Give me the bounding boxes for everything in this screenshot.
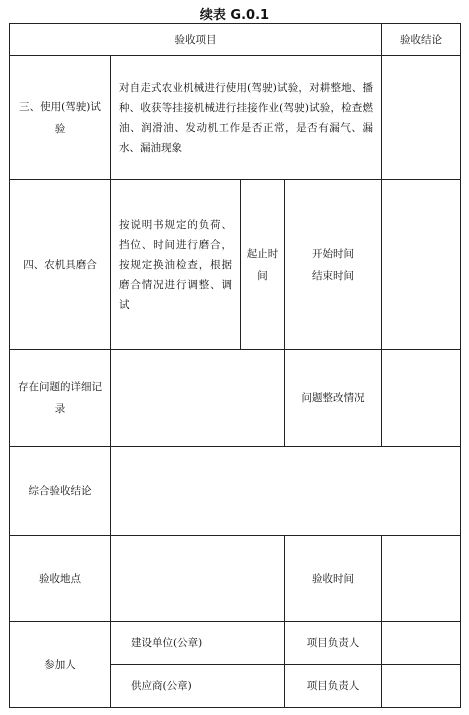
run-in-content: 按说明书规定的负荷、挡位、时间进行磨合，按规定换油检查，根据磨合情况进行调整、调试 — [111, 180, 241, 350]
construction-lead-label: 项目负责人 — [285, 622, 382, 665]
location-label: 验收地点 — [10, 536, 111, 622]
table-caption: 续表 G.0.1 — [199, 8, 270, 23]
issues-rectification: 问题整改情况 — [285, 350, 382, 447]
run-in-times — [285, 180, 382, 350]
use-test-row — [10, 56, 461, 180]
issues-label: 存在问题的详细记录 — [10, 350, 111, 447]
location-row — [10, 536, 461, 622]
participants-label: 参加人 — [10, 622, 111, 708]
run-in-conclusion-cell — [382, 180, 461, 350]
construction-unit-label: 建设单位(公章) — [111, 622, 285, 665]
use-test-label: 三、使用(驾驶)试验 — [10, 56, 111, 180]
supplier-lead-label: 项目负责人 — [285, 665, 382, 708]
location-time-cell — [382, 536, 461, 622]
location-time-label: 验收时间 — [285, 536, 382, 622]
issues-row — [10, 350, 461, 447]
run-in-label: 四、农机具磨合 — [10, 180, 111, 350]
header-items: 验收项目 — [10, 24, 382, 56]
location-value-cell — [111, 536, 285, 622]
run-in-time-label: 起止时间 — [241, 180, 285, 350]
supplier-lead-cell — [382, 665, 461, 708]
supplier-label: 供应商(公章) — [111, 665, 285, 708]
acceptance-table — [9, 23, 461, 708]
run-in-start: 开始时间 — [312, 247, 354, 260]
header-row — [10, 24, 461, 56]
run-in-end: 结束时间 — [312, 269, 354, 282]
run-in-row — [10, 180, 461, 350]
use-test-conclusion-cell — [382, 56, 461, 180]
issues-rectification-cell — [382, 350, 461, 447]
participants-row-1 — [10, 622, 461, 665]
header-conclusion: 验收结论 — [382, 24, 461, 56]
overall-content-cell — [111, 447, 461, 536]
issues-record-cell — [111, 350, 285, 447]
overall-label: 综合验收结论 — [10, 447, 111, 536]
overall-row — [10, 447, 461, 536]
use-test-content: 对自走式农业机械进行使用(驾驶)试验，对耕整地、播种、收获等挂接机械进行挂接作业(驾驶)试验，检查燃油、润滑油、发动机工作是否正常，是否有漏气、漏水、漏油现象 — [111, 56, 382, 180]
construction-lead-cell — [382, 622, 461, 665]
